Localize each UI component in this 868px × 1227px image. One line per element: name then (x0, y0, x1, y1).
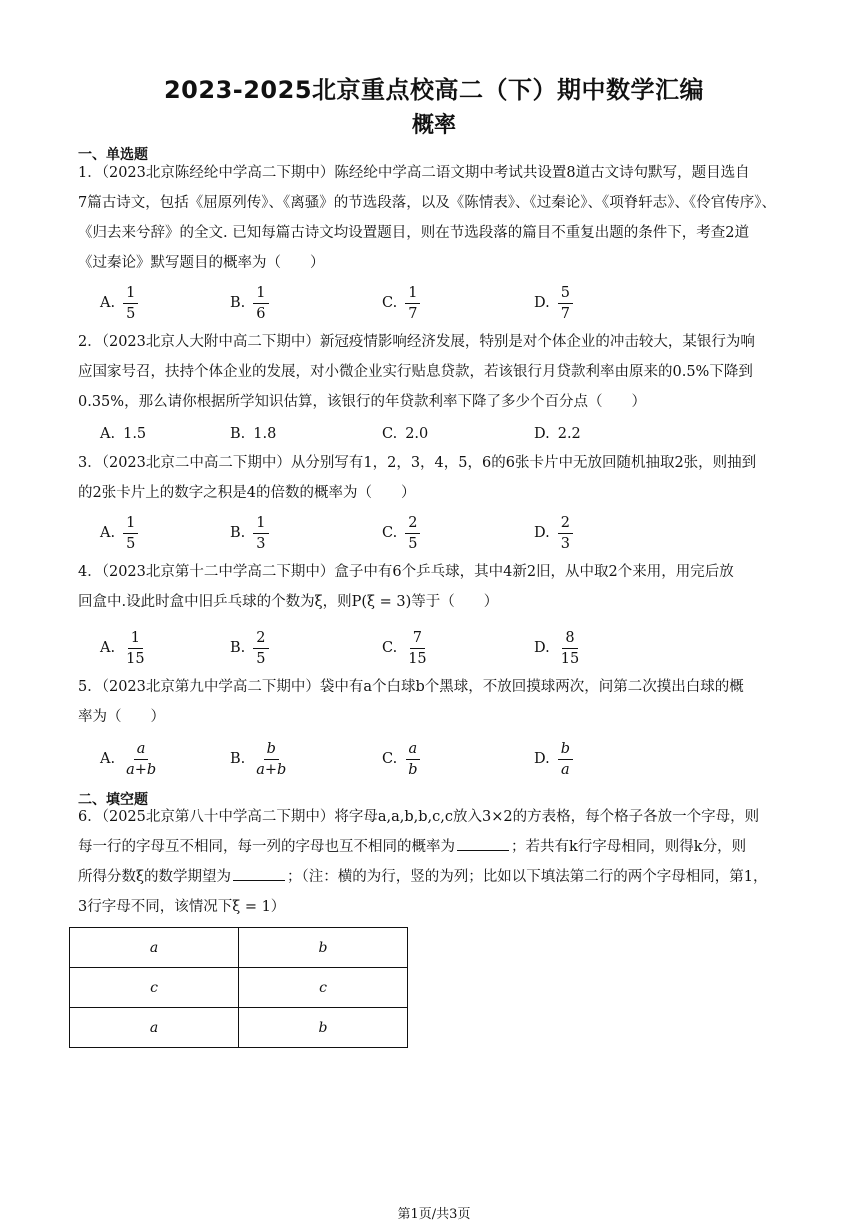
option-d: D. 2.2 (534, 426, 581, 442)
fraction: $\frac{8}{15}$ (560, 629, 580, 667)
fraction: $\frac{b}{a}$ (558, 741, 573, 778)
options-q4 (100, 625, 800, 671)
question-5 (78, 672, 790, 732)
fraction: $\frac{2}{5}$ (405, 515, 420, 552)
table-row (70, 928, 408, 968)
option-b: B. $\frac{2}{5}$ (230, 625, 269, 671)
option-a: A. $\frac{1}{5}$ (100, 280, 138, 326)
option-b: B. $\frac{b}{a+b}$ (230, 736, 289, 782)
fraction: $\frac{2}{5}$ (253, 630, 268, 667)
option-c: C. $\frac{7}{15}$ (382, 625, 430, 671)
fraction: $\frac{1}{5}$ (123, 285, 138, 322)
question-line: 2．（2023北京人大附中高二下期中）新冠疫情影响经济发展，特别是对个体企业的冲击较大，某银行为响 (78, 334, 755, 350)
answer-blank[interactable] (233, 866, 285, 881)
option-a: A. $\frac{1}{15}$ (100, 625, 148, 671)
option-d: D. $\frac{b}{a}$ (534, 736, 573, 782)
question-line: 率为（ ） (78, 709, 165, 725)
question-line: 每一行的字母互不相同，每一列的字母也互不相同的概率为 ；若共有k行字母相同，则得k分，则 (78, 832, 790, 862)
page-subtitle: 概率 (411, 113, 456, 138)
option-a: A. $\frac{1}{5}$ (100, 510, 138, 556)
question-line: 3行字母不同，该情况下ξ = 1） (78, 899, 286, 915)
question-line: 回盒中.设此时盒中旧乒乓球的个数为ξ，则P(ξ = 3)等于（ ） (78, 594, 499, 610)
option-c: C. $\frac{1}{7}$ (382, 280, 420, 326)
fraction: $\frac{5}{7}$ (558, 285, 573, 322)
fraction: $\frac{7}{15}$ (408, 629, 427, 667)
option-b: B. $\frac{1}{3}$ (230, 510, 269, 556)
table-cell: c (70, 968, 239, 1008)
question-6 (78, 802, 790, 922)
option-b: B. 1.8 (230, 426, 277, 442)
table-cell: c (239, 968, 408, 1008)
table-cell: a (70, 1008, 239, 1048)
question-line: 5．（2023北京第九中学高二下期中）袋中有a个白球b个黑球，不放回摸球两次，问第二次摸出白球的概 (78, 679, 744, 695)
fraction: $\frac{1}{5}$ (123, 515, 138, 552)
option-b: B. $\frac{1}{6}$ (230, 280, 269, 326)
option-d: D. $\frac{5}{7}$ (534, 280, 573, 326)
table-row (70, 1008, 408, 1048)
section-heading-fill-blank: 二、填空题 (78, 792, 148, 808)
option-d: D. $\frac{2}{3}$ (534, 510, 573, 556)
question-line: 1．（2023北京陈经纶中学高二下期中）陈经纶中学高二语文期中考试共设置8道古文诗句默写，题目选自 (78, 165, 750, 181)
question-4 (78, 557, 790, 617)
question-2 (78, 327, 790, 417)
option-d: D. $\frac{8}{15}$ (534, 625, 582, 671)
question-line: 《归去来兮辞》的全文. 已知每篇古诗文均设置题目，则在节选段落的篇目不重复出题的条件下，考查2道 (78, 225, 749, 241)
question-line: 《过秦论》默写题目的概率为（ ） (78, 255, 325, 271)
table-row (70, 968, 408, 1008)
option-a: A. 1.5 (100, 426, 147, 442)
letter-grid-table (69, 927, 408, 1048)
fraction: $\frac{b}{a+b}$ (256, 740, 287, 778)
table-cell: b (239, 1008, 408, 1048)
question-line: 3．（2023北京二中高二下期中）从分别写有1，2，3，4，5，6的6张卡片中无放回随机抽取2张，则抽到 (78, 455, 757, 471)
option-c: C. $\frac{a}{b}$ (382, 736, 420, 782)
question-line: 应国家号召，扶持个体企业的发展，对小微企业实行贴息贷款，若该银行月贷款利率由原来的0.5%下降到 (78, 364, 753, 380)
fraction: $\frac{a}{b}$ (405, 741, 420, 778)
question-line: 6．（2025北京第八十中学高二下期中）将字母a,a,b,b,c,c放入3×2的方表格，每个格子各放一个字母，则 (78, 809, 760, 825)
question-1 (78, 158, 790, 278)
fraction: $\frac{1}{15}$ (126, 629, 145, 667)
question-line: 4．（2023北京第十二中学高二下期中）盒子中有6个乒乓球，其中4新2旧，从中取2个来用，用完后放 (78, 564, 734, 580)
fraction: $\frac{2}{3}$ (558, 515, 573, 552)
answer-blank[interactable] (457, 836, 509, 851)
page-footer: 第1页/共3页 (397, 1207, 471, 1222)
fraction: $\frac{a}{a+b}$ (126, 740, 157, 778)
question-line: 的2张卡片上的数字之积是4的倍数的概率为（ ） (78, 485, 416, 501)
section-heading-single-choice: 一、单选题 (78, 147, 148, 163)
table-cell: a (70, 928, 239, 968)
options-q3 (100, 510, 800, 556)
fraction: $\frac{1}{3}$ (253, 515, 268, 552)
fraction: $\frac{1}{7}$ (405, 285, 420, 322)
question-line: 7篇古诗文，包括《屈原列传》、《离骚》的节选段落，以及《陈情表》、《过秦论》、《项脊轩志》、《伶官传序》、 (78, 195, 776, 211)
options-q5 (100, 736, 800, 782)
table-cell: b (239, 928, 408, 968)
option-a: A. $\frac{a}{a+b}$ (100, 736, 159, 782)
question-line: 0.35%，那么请你根据所学知识估算，该银行的年贷款利率下降了多少个百分点（ ） (78, 394, 647, 410)
option-c: C. $\frac{2}{5}$ (382, 510, 420, 556)
fraction: $\frac{1}{6}$ (253, 285, 268, 322)
option-c: C. 2.0 (382, 426, 429, 442)
question-3 (78, 448, 790, 508)
options-q1 (100, 280, 800, 326)
question-line: 所得分数ξ的数学期望为 ；（注：横的为行，竖的为列；比如以下填法第二行的两个字母相同，第1， (78, 862, 790, 892)
page-title: 2023-2025北京重点校高二（下）期中数学汇编 (163, 76, 705, 104)
